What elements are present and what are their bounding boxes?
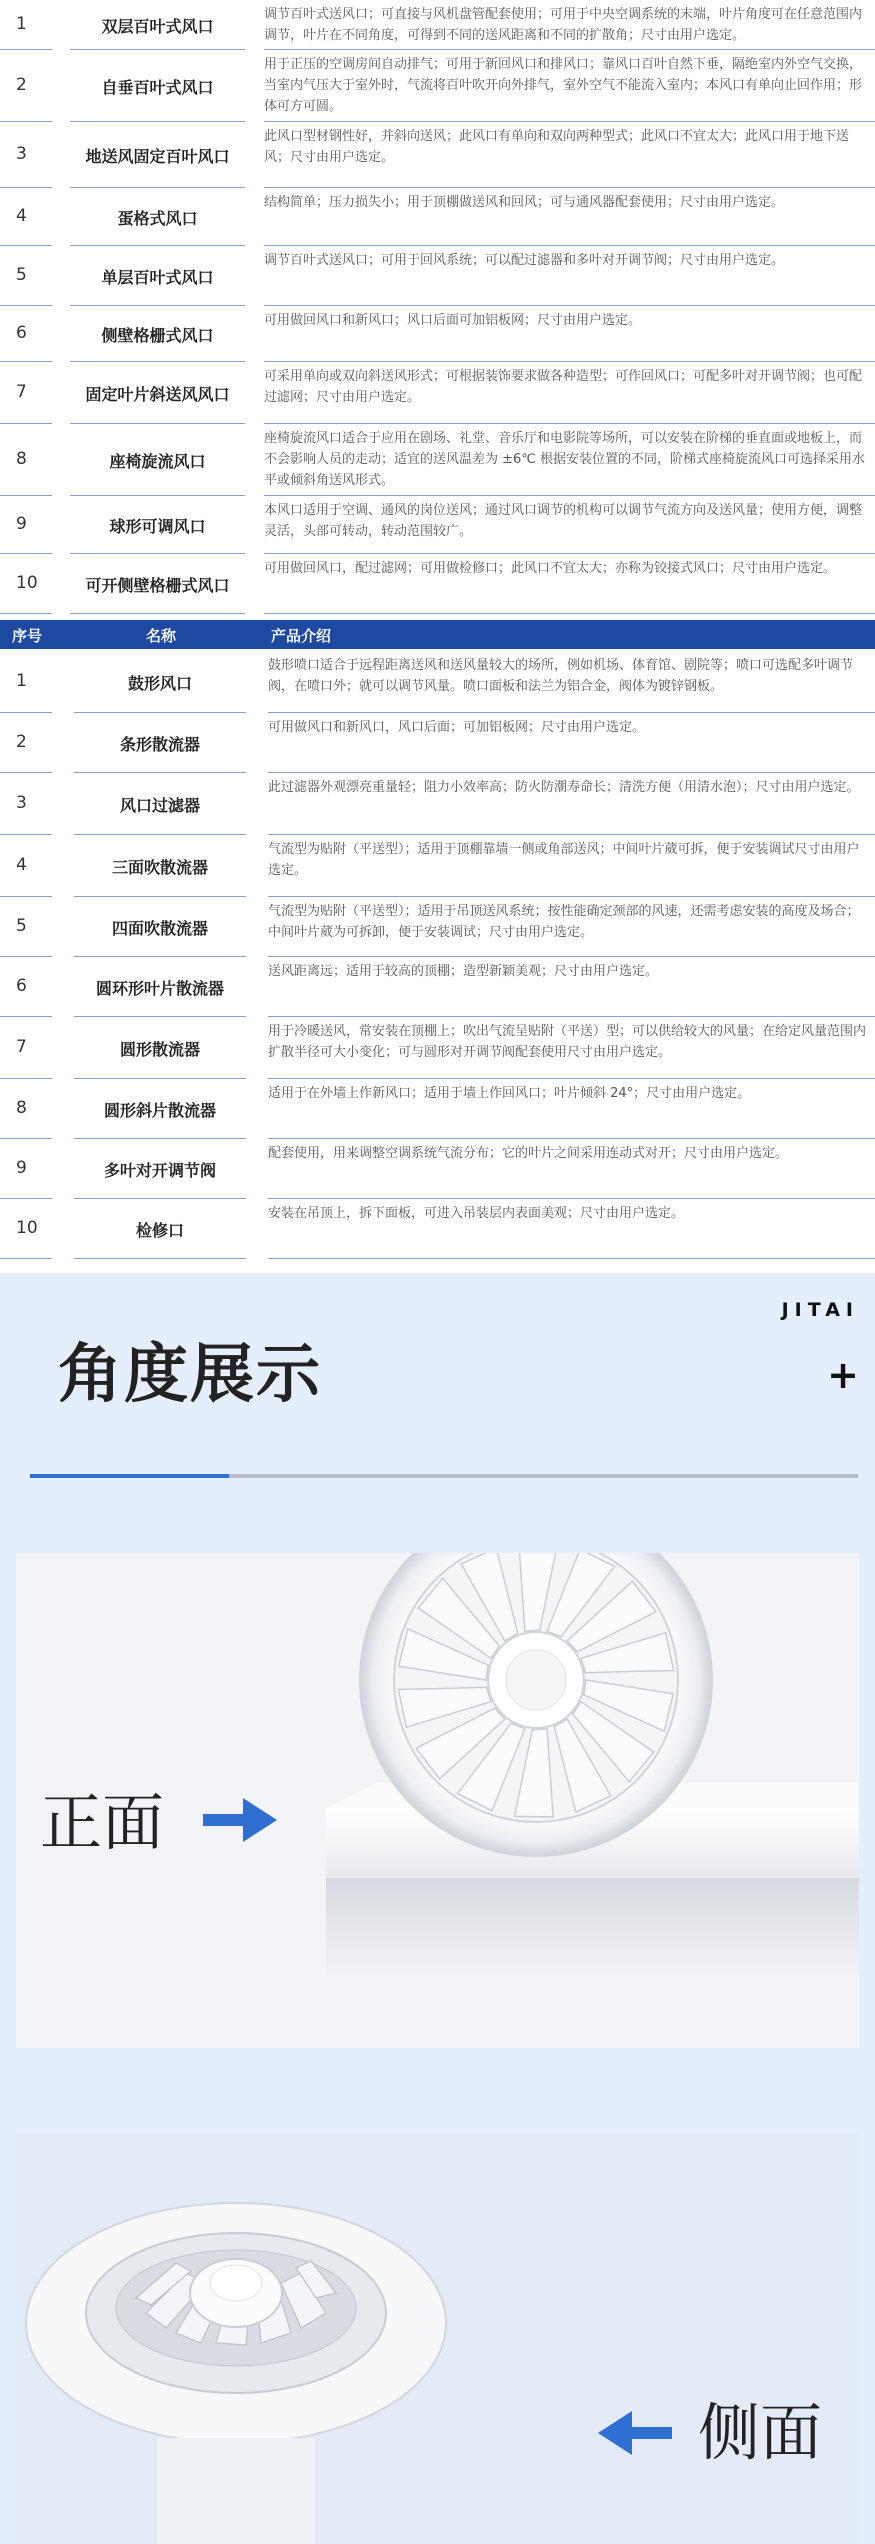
row-number: 5 — [16, 265, 27, 285]
product-description: 用于冷暖送风，常安装在顶棚上；吹出气流呈贴附（平送）型；可以供给较大的风量；在给定风量范围内扩散半径可大小变化；可与圆形对开调节阀配套使用尺寸由用户选定。 — [268, 1024, 867, 1060]
product-description: 此过滤器外观漂亮重量轻；阻力小效率高；防火防潮寿命长；清洗方便（用清水泡）；尺寸由用户选定。 — [268, 780, 860, 795]
product-description: 调节百叶式送风口；可用于回风系统；可以配过滤器和多叶对开调节阀；尺寸由用户选定。 — [264, 253, 785, 268]
table-row — [0, 897, 875, 957]
showcase-title: 角度展示 — [58, 1338, 322, 1412]
table-row — [0, 713, 875, 773]
table-row — [0, 424, 875, 496]
product-description: 气流型为贴附（平送型）；适用于吊顶送风系统；按性能确定颈部的风速，还需考虑安装的高度及场合；中间叶片葳为可拆卸，便于安装调试；尺寸由用户选定。 — [268, 904, 860, 940]
row-number: 2 — [16, 75, 27, 95]
product-description: 配套使用，用来调整空调系统气流分布；它的叶片之间采用连动式对开；尺寸由用户选定。 — [268, 1146, 789, 1161]
product-name: 圆形散流器 — [119, 1040, 200, 1059]
product-description: 适用于在外墙上作新风口；适用于墙上作回风口；叶片倾斜 24°；尺寸由用户选定。 — [268, 1086, 751, 1101]
product-name: 蛋格式风口 — [117, 209, 198, 228]
brand-logo: JITAI — [781, 1299, 859, 1321]
product-description: 气流型为贴附（平送型）；适用于顶棚靠墙一侧或角部送风；中间叶片葳可拆，便于安装调试尺寸由用户选定。 — [268, 842, 860, 878]
row-number: 3 — [16, 793, 27, 813]
product-description: 座椅旋流风口适合于应用在剧场、礼堂、音乐厅和电影院等场所，可以安装在阶梯的垂直面或地板上，而不会影响人员的走动；适宜的送风温差为 ±6℃ 根据安装位置的不同，阶梯式座椅旋流风口可选择采用水平或倾斜角送风形式。 — [264, 431, 866, 488]
row-number: 2 — [16, 732, 27, 752]
row-number: 6 — [16, 976, 27, 996]
table-row — [0, 773, 875, 835]
header-name: 名称 — [146, 627, 177, 645]
row-number: 9 — [16, 1158, 27, 1178]
product-name: 地送风固定百叶风口 — [85, 147, 230, 166]
product-name: 风口过滤器 — [119, 796, 200, 815]
product-description: 送风距离远；适用于较高的顶棚；造型新颖美观；尺寸由用户选定。 — [268, 964, 659, 979]
table-row — [0, 496, 875, 554]
product-description: 安装在吊顶上，拆下面板，可进入吊装层内表面美观；尺寸由用户选定。 — [268, 1206, 685, 1221]
table-row — [0, 835, 875, 897]
arrow-right-icon — [203, 1798, 277, 1842]
header-num: 序号 — [12, 627, 43, 645]
row-divider — [74, 1258, 246, 1259]
row-number: 10 — [16, 573, 38, 593]
product-name: 条形散流器 — [119, 735, 200, 754]
product-description: 结构简单；压力损失小；用于顶棚做送风和回风；可与通风器配套使用；尺寸由用户选定。 — [264, 195, 785, 210]
product-description: 鼓形喷口适合于远程距离送风和送风量较大的场所，例如机场、体育馆、剧院等；喷口可选配多叶调节阀，在喷口外；就可以调节风量。喷口面板和法兰为铝合金，阀体为镀锌钢板。 — [268, 658, 854, 694]
table-row — [0, 1199, 875, 1259]
front-view-label: 正面 — [40, 1786, 165, 1859]
table-row — [0, 957, 875, 1017]
table-row — [0, 122, 875, 188]
row-divider — [268, 1258, 875, 1259]
progress-fill — [30, 1474, 229, 1478]
row-number: 7 — [16, 382, 27, 402]
row-divider — [0, 613, 52, 614]
progress-track — [30, 1474, 858, 1478]
header-desc: 产品介绍 — [271, 627, 332, 645]
product-description: 调节百叶式送风口；可直接与风机盘管配套使用；可用于中央空调系统的末端，叶片角度可在任意范围内调节，叶片在不同角度，可得到不同的送风距离和不同的扩散角；尺寸由用户选定。 — [264, 7, 863, 43]
product-description: 可采用单向或双向斜送风形式；可根据装饰要求做各种造型；可作回风口；可配多叶对开调节阀；也可配过滤网；尺寸由用户选定。 — [264, 369, 863, 405]
product-description: 可用做回风口和新风口；风口后面可加铝板网；尺寸由用户选定。 — [264, 313, 642, 328]
product-name: 三面吹散流器 — [111, 858, 208, 877]
product-name: 单层百叶式风口 — [101, 268, 214, 287]
table-row — [0, 246, 875, 306]
product-description: 此风口型材钢性好，并斜向送风；此风口有单向和双向两种型式；此风口不宜太大；此风口用于地下送风；尺寸由用户选定。 — [264, 129, 850, 165]
product-name: 圆环形叶片散流器 — [95, 979, 224, 998]
row-number: 8 — [16, 1098, 27, 1118]
row-divider — [0, 1258, 52, 1259]
product-description: 可用做风口和新风口，风口后面；可加铝板网；尺寸由用户选定。 — [268, 720, 646, 735]
product-name: 双层百叶式风口 — [101, 17, 214, 36]
product-name: 球形可调风口 — [109, 517, 206, 536]
table-header — [0, 620, 875, 649]
row-number: 3 — [16, 144, 27, 164]
product-description: 本风口适用于空调、通风的岗位送风；通过风口调节的机构可以调节气流方向及送风量；使用方便，调整灵活，头部可转动，转动范围较广。 — [264, 503, 863, 539]
plus-icon: + — [827, 1353, 859, 1397]
row-number: 4 — [16, 855, 27, 875]
row-divider — [264, 613, 875, 614]
angle-showcase — [0, 1273, 875, 2544]
table-row — [0, 50, 875, 122]
row-divider — [70, 613, 245, 614]
product-name: 四面吹散流器 — [111, 919, 208, 938]
row-number: 1 — [16, 671, 27, 691]
product-name: 检修口 — [135, 1221, 184, 1240]
table-row — [0, 1079, 875, 1139]
row-number: 4 — [16, 206, 27, 226]
product-description: 可用做回风口，配过滤网；可用做检修口；此风口不宜太大；亦称为铰接式风口；尺寸由用户选定。 — [264, 561, 837, 576]
product-name: 固定叶片斜送风风口 — [85, 385, 230, 404]
product-description: 用于正压的空调房间自动排气；可用于新回风口和排风口；靠风口百叶自然下垂，隔绝室内外空气交换，当室内气压大于室外时，气流将百叶吹开向外排气，室外空气不能流入室内；本风口有单向止回作用；形体可方可圆。 — [264, 57, 863, 114]
row-number: 9 — [16, 514, 27, 534]
table-row — [0, 651, 875, 713]
product-name: 圆形斜片散流器 — [103, 1101, 216, 1120]
table-row — [0, 1017, 875, 1079]
row-number: 7 — [16, 1037, 27, 1057]
arrow-left-icon — [598, 2411, 672, 2455]
table-row — [0, 188, 875, 246]
row-number: 1 — [16, 14, 27, 34]
side-diffuser-image — [16, 2133, 859, 2544]
table-row — [0, 1139, 875, 1199]
table-row — [0, 554, 875, 614]
product-name: 多叶对开调节阀 — [103, 1161, 216, 1180]
product-name: 可开侧壁格栅式风口 — [85, 576, 230, 595]
row-number: 8 — [16, 449, 27, 469]
product-name: 鼓形风口 — [127, 674, 192, 693]
product-name: 座椅旋流风口 — [109, 452, 206, 471]
side-view-panel — [16, 2133, 859, 2544]
row-number: 10 — [16, 1218, 38, 1238]
product-name: 自垂百叶式风口 — [101, 78, 214, 97]
row-number: 6 — [16, 323, 27, 343]
row-number: 5 — [16, 916, 27, 936]
table-row — [0, 362, 875, 424]
table-row — [0, 0, 875, 50]
product-name: 侧壁格栅式风口 — [101, 326, 214, 345]
table-row — [0, 306, 875, 362]
side-view-label: 侧面 — [698, 2396, 823, 2469]
